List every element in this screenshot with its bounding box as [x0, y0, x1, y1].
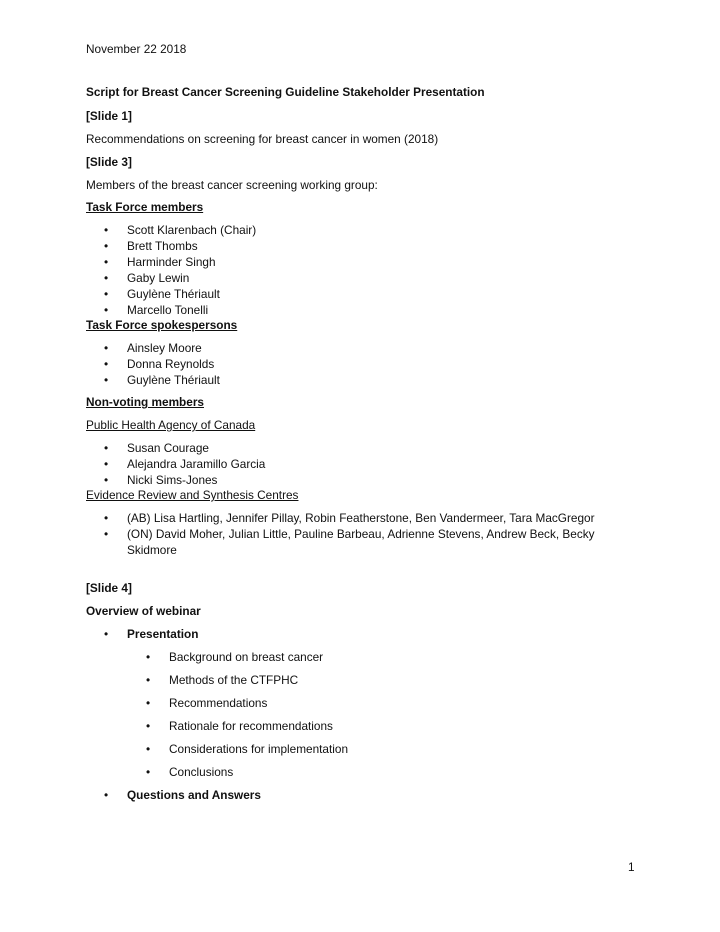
bullet-icon: •	[146, 765, 151, 779]
list-item: Methods of the CTFPHC	[169, 673, 299, 687]
slide-4-label: [Slide 4]	[86, 581, 132, 595]
bullet-icon: •	[104, 341, 109, 355]
page-number: 1	[628, 860, 635, 874]
list-item: Susan Courage	[127, 441, 209, 455]
list-item: (ON) David Moher, Julian Little, Pauline Barbeau, Adrienne Stevens, Andrew Beck, Becky	[127, 527, 595, 541]
qa-item: Questions and Answers	[127, 788, 261, 802]
bullet-icon: •	[104, 441, 109, 455]
bullet-icon: •	[104, 271, 109, 285]
bullet-icon: •	[104, 457, 109, 471]
slide-1-label: [Slide 1]	[86, 109, 132, 123]
list-item: Nicki Sims-Jones	[127, 473, 218, 487]
bullet-icon: •	[104, 627, 109, 641]
list-item: (AB) Lisa Hartling, Jennifer Pillay, Robin Featherstone, Ben Vandermeer, Tara MacGregor	[127, 511, 595, 525]
list-item: Conclusions	[169, 765, 234, 779]
list-item: Background on breast cancer	[169, 650, 324, 664]
list-item: Brett Thombs	[127, 239, 198, 253]
presentation-item: Presentation	[127, 627, 199, 641]
list-item: Scott Klarenbach (Chair)	[127, 223, 257, 237]
bullet-icon: •	[104, 303, 109, 317]
bullet-icon: •	[104, 511, 109, 525]
bullet-icon: •	[146, 696, 151, 710]
bullet-icon: •	[104, 287, 109, 301]
bullet-icon: •	[146, 650, 151, 664]
bullet-icon: •	[104, 373, 109, 387]
bullet-icon: •	[104, 223, 109, 237]
list-item: Guylène Thériault	[127, 287, 220, 301]
list-item: Marcello Tonelli	[127, 303, 209, 317]
list-item: Recommendations	[169, 696, 268, 710]
slide-3-label: [Slide 3]	[86, 155, 132, 169]
list-item: Considerations for implementation	[169, 742, 349, 756]
list-item: Harminder Singh	[127, 255, 216, 269]
erss-heading: Evidence Review and Synthesis Centres	[86, 488, 299, 502]
bullet-icon: •	[146, 719, 151, 733]
list-item: Guylène Thériault	[127, 373, 220, 387]
document-title: Script for Breast Cancer Screening Guideline Stakeholder Presentation	[86, 85, 485, 99]
bullet-icon: •	[104, 239, 109, 253]
list-item: Rationale for recommendations	[169, 719, 333, 733]
phac-heading: Public Health Agency of Canada	[86, 418, 256, 432]
list-item: Gaby Lewin	[127, 271, 190, 285]
document-date: November 22 2018	[86, 42, 187, 56]
spokespersons-heading: Task Force spokespersons	[86, 318, 238, 332]
overview-heading: Overview of webinar	[86, 604, 201, 618]
slide-1-text: Recommendations on screening for breast cancer in women (2018)	[86, 132, 439, 146]
bullet-icon: •	[104, 357, 109, 371]
non-voting-heading: Non-voting members	[86, 395, 204, 409]
bullet-icon: •	[146, 673, 151, 687]
bullet-icon: •	[104, 788, 109, 802]
bullet-icon: •	[104, 255, 109, 269]
list-item-continuation: Skidmore	[127, 543, 177, 557]
bullet-icon: •	[146, 742, 151, 756]
list-item: Ainsley Moore	[127, 341, 202, 355]
bullet-icon: •	[104, 527, 109, 541]
bullet-icon: •	[104, 473, 109, 487]
task-force-members-heading: Task Force members	[86, 200, 204, 214]
slide-3-intro: Members of the breast cancer screening working group:	[86, 178, 378, 192]
list-item: Donna Reynolds	[127, 357, 215, 371]
list-item: Alejandra Jaramillo Garcia	[127, 457, 266, 471]
